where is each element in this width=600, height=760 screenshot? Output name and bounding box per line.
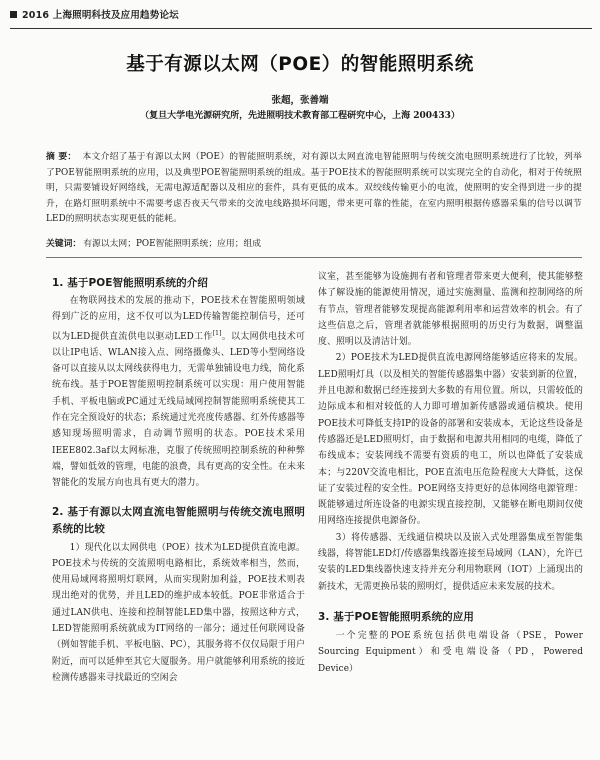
keywords: [46, 237, 582, 252]
section-divider: [46, 257, 582, 258]
paper-affiliation: （复旦大学电光源研究所，先进照明技术教育部工程研究中心，上海 200433）: [140, 111, 460, 121]
keywords-label: 关键词：: [46, 239, 82, 249]
section-1-heading: 1. 基于POE智能照明系统的介绍: [52, 277, 208, 289]
abstract-text: 本文介绍了基于有源以太网（POE）的智能照明系统，对有源以太网直流电智能照明与传统交流电照明系统进行了比较，列举了POE智能照明系统的应用，以及典型POE智能照明系统的组成。基于POE技术的智能照明系统可以实现完全的自动化，相对于传统照明，只需要铺设好网络线，无需电源适配器以及相应的套件，具有更低的成本。双绞线传输更小的电流，使照明的安全得到进一步的提升，在路灯照明系统中不需要考虑否夜天气带来的交流电线路损坏问题，带来更可靠的性能，在室内照明根据传感器采集的信号以调节LED的照明状态实现更低的能耗。: [46, 152, 582, 224]
running-header: [10, 7, 592, 29]
citation-ref: [1]: [212, 329, 222, 337]
square-bullet-icon: [10, 11, 17, 18]
abstract: [46, 150, 582, 228]
right-column: [318, 269, 583, 677]
left-column: [52, 275, 305, 686]
section-3-heading: 3. 基于POE智能照明系统的应用: [318, 610, 474, 623]
section-2-paragraph-cont: 议室，甚至能够为设施拥有者和管理者带来更大便利，使其能够整体了解设施的能源使用情况，通过实施测量、监测和控制网络的所有节点，管理者能够发现提高能源利用率和运营效率的机会。有了这些信息之后，管理者就能够根据照明的历史行为数据，调整温度、照明以及清洁计划。: [318, 272, 583, 348]
abstract-label: 摘 要：: [46, 152, 77, 162]
keywords-text: 有源以太网；POE智能照明系统；应用；组成: [83, 239, 262, 249]
section-1-paragraph: [52, 293, 305, 492]
section-2-paragraph-3: 3）将传感器、无线通信模块以及嵌入式处理器集成至智能集线器，将智能LED灯/传感器集线器连接至局域网（LAN），允许已安装的LED集线器快速支持并充分利用物联网（IOT）上涌现出的新技术，无需更换吊装的照明灯，提供适应未来发展的技术。: [318, 532, 583, 592]
section-1-text-b: 。以太网供电技术可以让IP电话、WLAN接入点、网络摄像头、LED等小型网络设备可以直接从以太网线获得电力，无需单独铺设电力线，简化系统布线。基于POE智能照明控制系统可以实现：用户使用智能手机、平板电脑或PC通过无线局域网控制智能照明系统使其工作在完全预设好的状态；系统通过光亮度传感器、红外传感器等感知现场照明需求，自动调节照明的状态。POE技术采用IEEE802.3af以太网标准，克服了传统照明控制系统的种种弊端，譬如低效的管理，电能的浪费，具有更高的安全性。在未来智能化的发展方向也具有更大的潜力。: [52, 331, 306, 489]
section-2-heading: 2. 基于有源以太网直流电智能照明与传统交流电照明系统的比较: [52, 505, 305, 535]
section-2-paragraph: 1）现代化以太网供电（POE）技术为LED提供直流电源。POE技术与传统的交流照明电路相比，系统效率相当，然而，使用局域网将照明灯联网，从而实现附加利益，POE技术则表现出绝对的优势，并且LED的维护成本较低。POE非常适合于通过LAN供电、连接和控制智能LED集中器，按照这种方式，LED智能照明系统就成为IT网络的一部分；通过任何联网设备（例如智能手机、平板电脑、PC），其服务将不仅仅局限于用户附近，而可以延伸至其它大厦服务。用户就能够利用系统的接近检测传感器来寻找最近的空闲会: [52, 542, 305, 683]
section-3-paragraph: 一个完整的POE系统包括供电端设备（PSE，Power Sourcing Equipment）和受电端设备（PD，Powered Device）: [318, 630, 583, 674]
section-1-text-a: 在物联网技术的发展的推动下，POE技术在智能照明领域得到广泛的应用，这不仅可以为LED传输智能控制信号，还可以为LED提供直流供电以驱动LED工作: [52, 296, 305, 342]
paper-title: 基于有源以太网（POE）的智能照明系统: [126, 54, 474, 75]
section-2-paragraph-2: 2）POE技术为LED提供直流电源网络能够适应将来的发展。LED照明灯具（以及相关的智能传感器集中器）安装到新的位置，并且电源和数据已经连接到大多数的有用位置。所以，只需较低的边际成本和相对较低的人力即可增加新传感器或通信模块。使用POE技术可降低支持IP的设备的部署和安装成本，无论这些设备是传感器还是LED照明灯，由于数据和电源共用相同的电缆，降低了布线成本；安装网线不需要有资质的电工，所以也降低了安装成本；与220V交流电相比，POE直流电压危险程度大大降低，这保证了安装过程的安全性。POE网络支持更好的总体网络电源管理：既能够通过所连设备的电源实现直接控制，又能够在断电期间仅使用网络连接提供电源备份。: [318, 353, 583, 527]
paper-authors: 张超，张善端: [271, 95, 329, 106]
running-head-text: 2016 上海照明科技及应用趋势论坛: [22, 10, 179, 21]
